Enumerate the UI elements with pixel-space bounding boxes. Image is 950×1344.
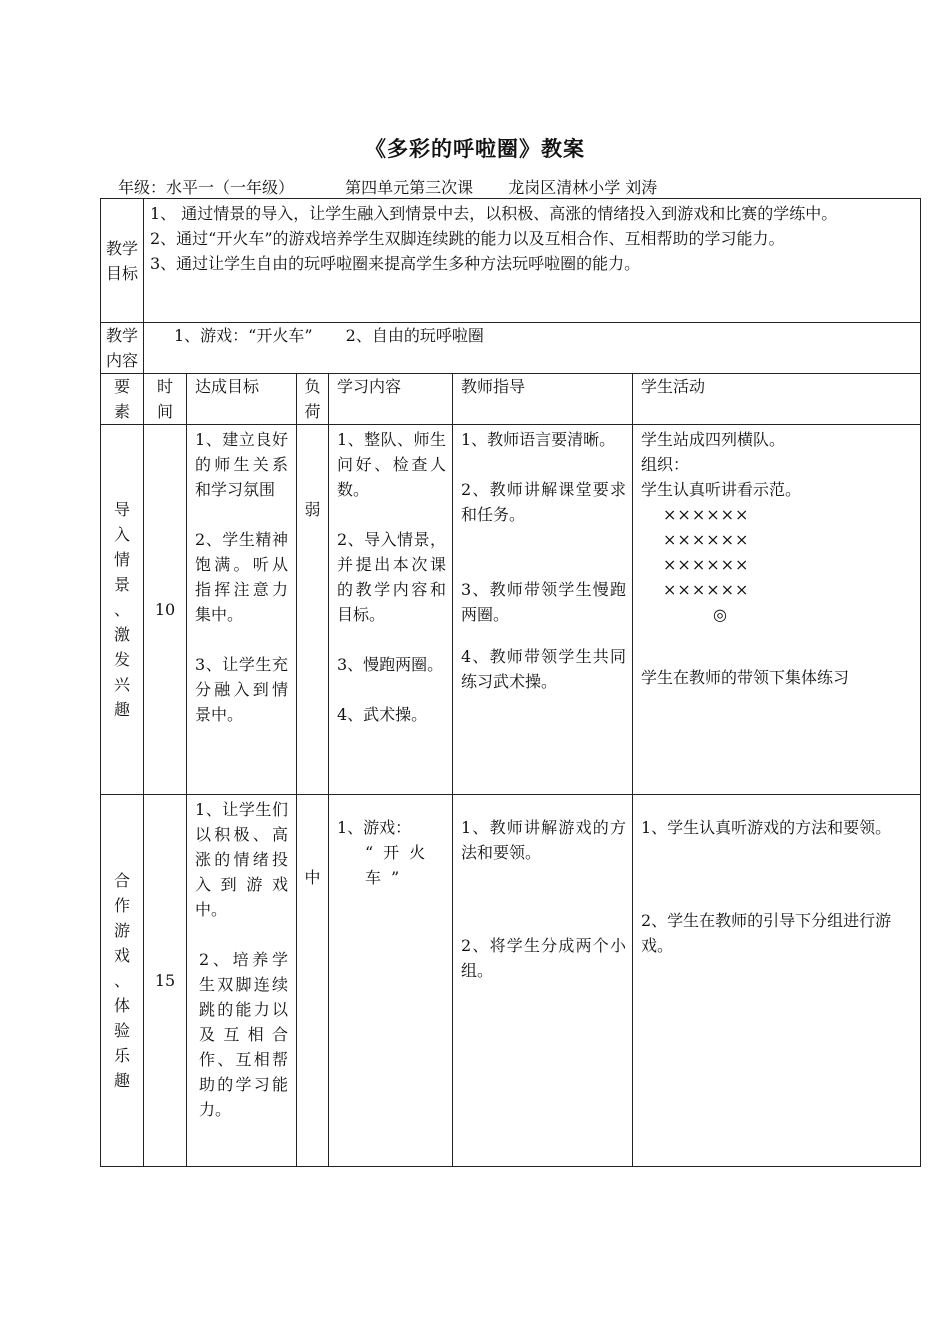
row-element-char: 、	[113, 600, 130, 619]
objective-item: 1、 通过情景的导入，让学生融入到情景中去，以积极、高涨的情绪投入到游戏和比赛的学练中。	[150, 204, 838, 223]
goal-item: 2、学生精神饱满。听从指挥注意力集中。	[195, 530, 288, 624]
teacher-item: 4、教师带领学生共同练习武术操。	[461, 647, 626, 691]
row-load: 弱	[297, 425, 329, 795]
row-element-char: 作	[113, 896, 130, 915]
objective-item: 2、通过“开火车”的游戏培养学生双脚连续跳的能力以及互相合作、互相帮助的学习能力。	[150, 229, 785, 248]
row-student	[633, 425, 921, 795]
row-goals	[187, 425, 297, 795]
student-item: 学生在教师的带领下集体练习	[641, 668, 850, 687]
row-goals	[187, 795, 297, 1167]
formation-diagram	[641, 502, 914, 627]
row-element-char: 验	[113, 1021, 130, 1040]
row-teacher	[453, 425, 633, 795]
student-item: 1、学生认真听游戏的方法和要领。	[641, 818, 892, 837]
header-student: 学生活动	[633, 374, 921, 425]
header-element: 要 素	[101, 374, 144, 425]
row-learn	[329, 795, 453, 1167]
formation-line: ××××××	[663, 530, 750, 549]
row-element-char: 乐	[113, 1046, 130, 1065]
objectives-list	[144, 199, 921, 323]
row-element-char: 导	[113, 500, 130, 519]
formation-line: ××××××	[663, 505, 750, 524]
learn-item: 3、慢跑两圈。	[337, 655, 444, 674]
row-time: 15	[144, 795, 187, 1167]
teacher-item: 2、将学生分成两个小组。	[461, 936, 626, 980]
student-item: 学生认真听讲看示范。	[641, 480, 802, 499]
row-element-char: 趣	[113, 1071, 130, 1090]
row-element-char: 发	[113, 650, 130, 669]
goal-item: 1、建立良好的师生关系和学习氛围	[195, 430, 288, 499]
goal-item: 2、培养学生双脚连续跳的能力以及互相合作、互相帮助的学习能力。	[199, 950, 288, 1119]
row-time: 10	[144, 425, 187, 795]
row-element-char: 入	[113, 525, 130, 544]
header-learn: 学习内容	[329, 374, 453, 425]
row-element-char: 趣	[113, 700, 130, 719]
row-element-char: 戏	[113, 946, 130, 965]
header-row	[101, 374, 921, 425]
row-learn	[329, 425, 453, 795]
page-title: 《多彩的呼啦圈》教案	[365, 136, 585, 161]
header-load: 负 荷	[297, 374, 329, 425]
row-student	[633, 795, 921, 1167]
row-element-char: 游	[113, 921, 130, 940]
row-element-char: 激	[113, 625, 130, 644]
row-element	[101, 795, 144, 1167]
student-item: 组织：	[641, 455, 690, 474]
row-element-char: 、	[113, 971, 130, 990]
header-time: 时 间	[144, 374, 187, 425]
content-label: 教学 内容	[101, 323, 144, 374]
objectives-label: 教学 目标	[101, 199, 144, 323]
content-item: 1、游戏：“开火车”	[174, 326, 313, 345]
objectives-row	[101, 199, 921, 323]
row-element-char: 情	[113, 550, 130, 569]
row-element-char: 景	[113, 575, 130, 594]
learn-item: 2、导入情景，并提出本次课的教学内容和目标。	[337, 530, 446, 624]
learn-item: 4、武术操。	[337, 705, 428, 724]
teacher-position-icon: ◎	[713, 605, 728, 624]
goal-item: 1、让学生们以积极、高涨的情绪投入到游戏中。	[195, 800, 288, 919]
row-element-char: 体	[113, 996, 130, 1015]
lesson-plan-table	[100, 198, 921, 1167]
objective-item: 3、通过让学生自由的玩呼啦圈来提高学生多种方法玩呼啦圈的能力。	[150, 254, 641, 273]
header-goal: 达成目标	[187, 374, 297, 425]
learn-item: 1、游戏：	[337, 818, 412, 837]
row-load: 中	[297, 795, 329, 1167]
grade-text: 年级：水平一（一年级）	[118, 178, 295, 197]
learn-item: “开火车”	[365, 843, 436, 887]
table-row	[101, 425, 921, 795]
lesson-meta	[118, 175, 657, 198]
learn-item: 1、整队、师生问好、检查人数。	[337, 430, 446, 499]
formation-line: ××××××	[663, 580, 750, 599]
school-teacher-text: 龙岗区清林小学 刘涛	[508, 178, 658, 197]
formation-line: ××××××	[663, 555, 750, 574]
teacher-item: 3、教师带领学生慢跑两圈。	[461, 580, 626, 624]
teacher-item: 1、教师讲解游戏的方法和要领。	[461, 818, 626, 862]
header-teacher: 教师指导	[453, 374, 633, 425]
lesson-number-text: 第四单元第三次课	[345, 178, 474, 197]
content-list	[144, 323, 921, 374]
content-item: 2、自由的玩呼啦圈	[345, 326, 484, 345]
row-element-char: 合	[113, 871, 130, 890]
student-item: 2、学生在教师的引导下分组进行游戏。	[641, 911, 892, 955]
table-row	[101, 795, 921, 1167]
row-teacher	[453, 795, 633, 1167]
student-item: 学生站成四列横队。	[641, 430, 786, 449]
teacher-item: 1、教师语言要清晰。	[461, 430, 616, 449]
row-element	[101, 425, 144, 795]
goal-item: 3、让学生充分融入到情景中。	[195, 655, 288, 724]
content-row	[101, 323, 921, 374]
teacher-item: 2、教师讲解课堂要求和任务。	[461, 480, 626, 524]
row-element-char: 兴	[113, 675, 130, 694]
